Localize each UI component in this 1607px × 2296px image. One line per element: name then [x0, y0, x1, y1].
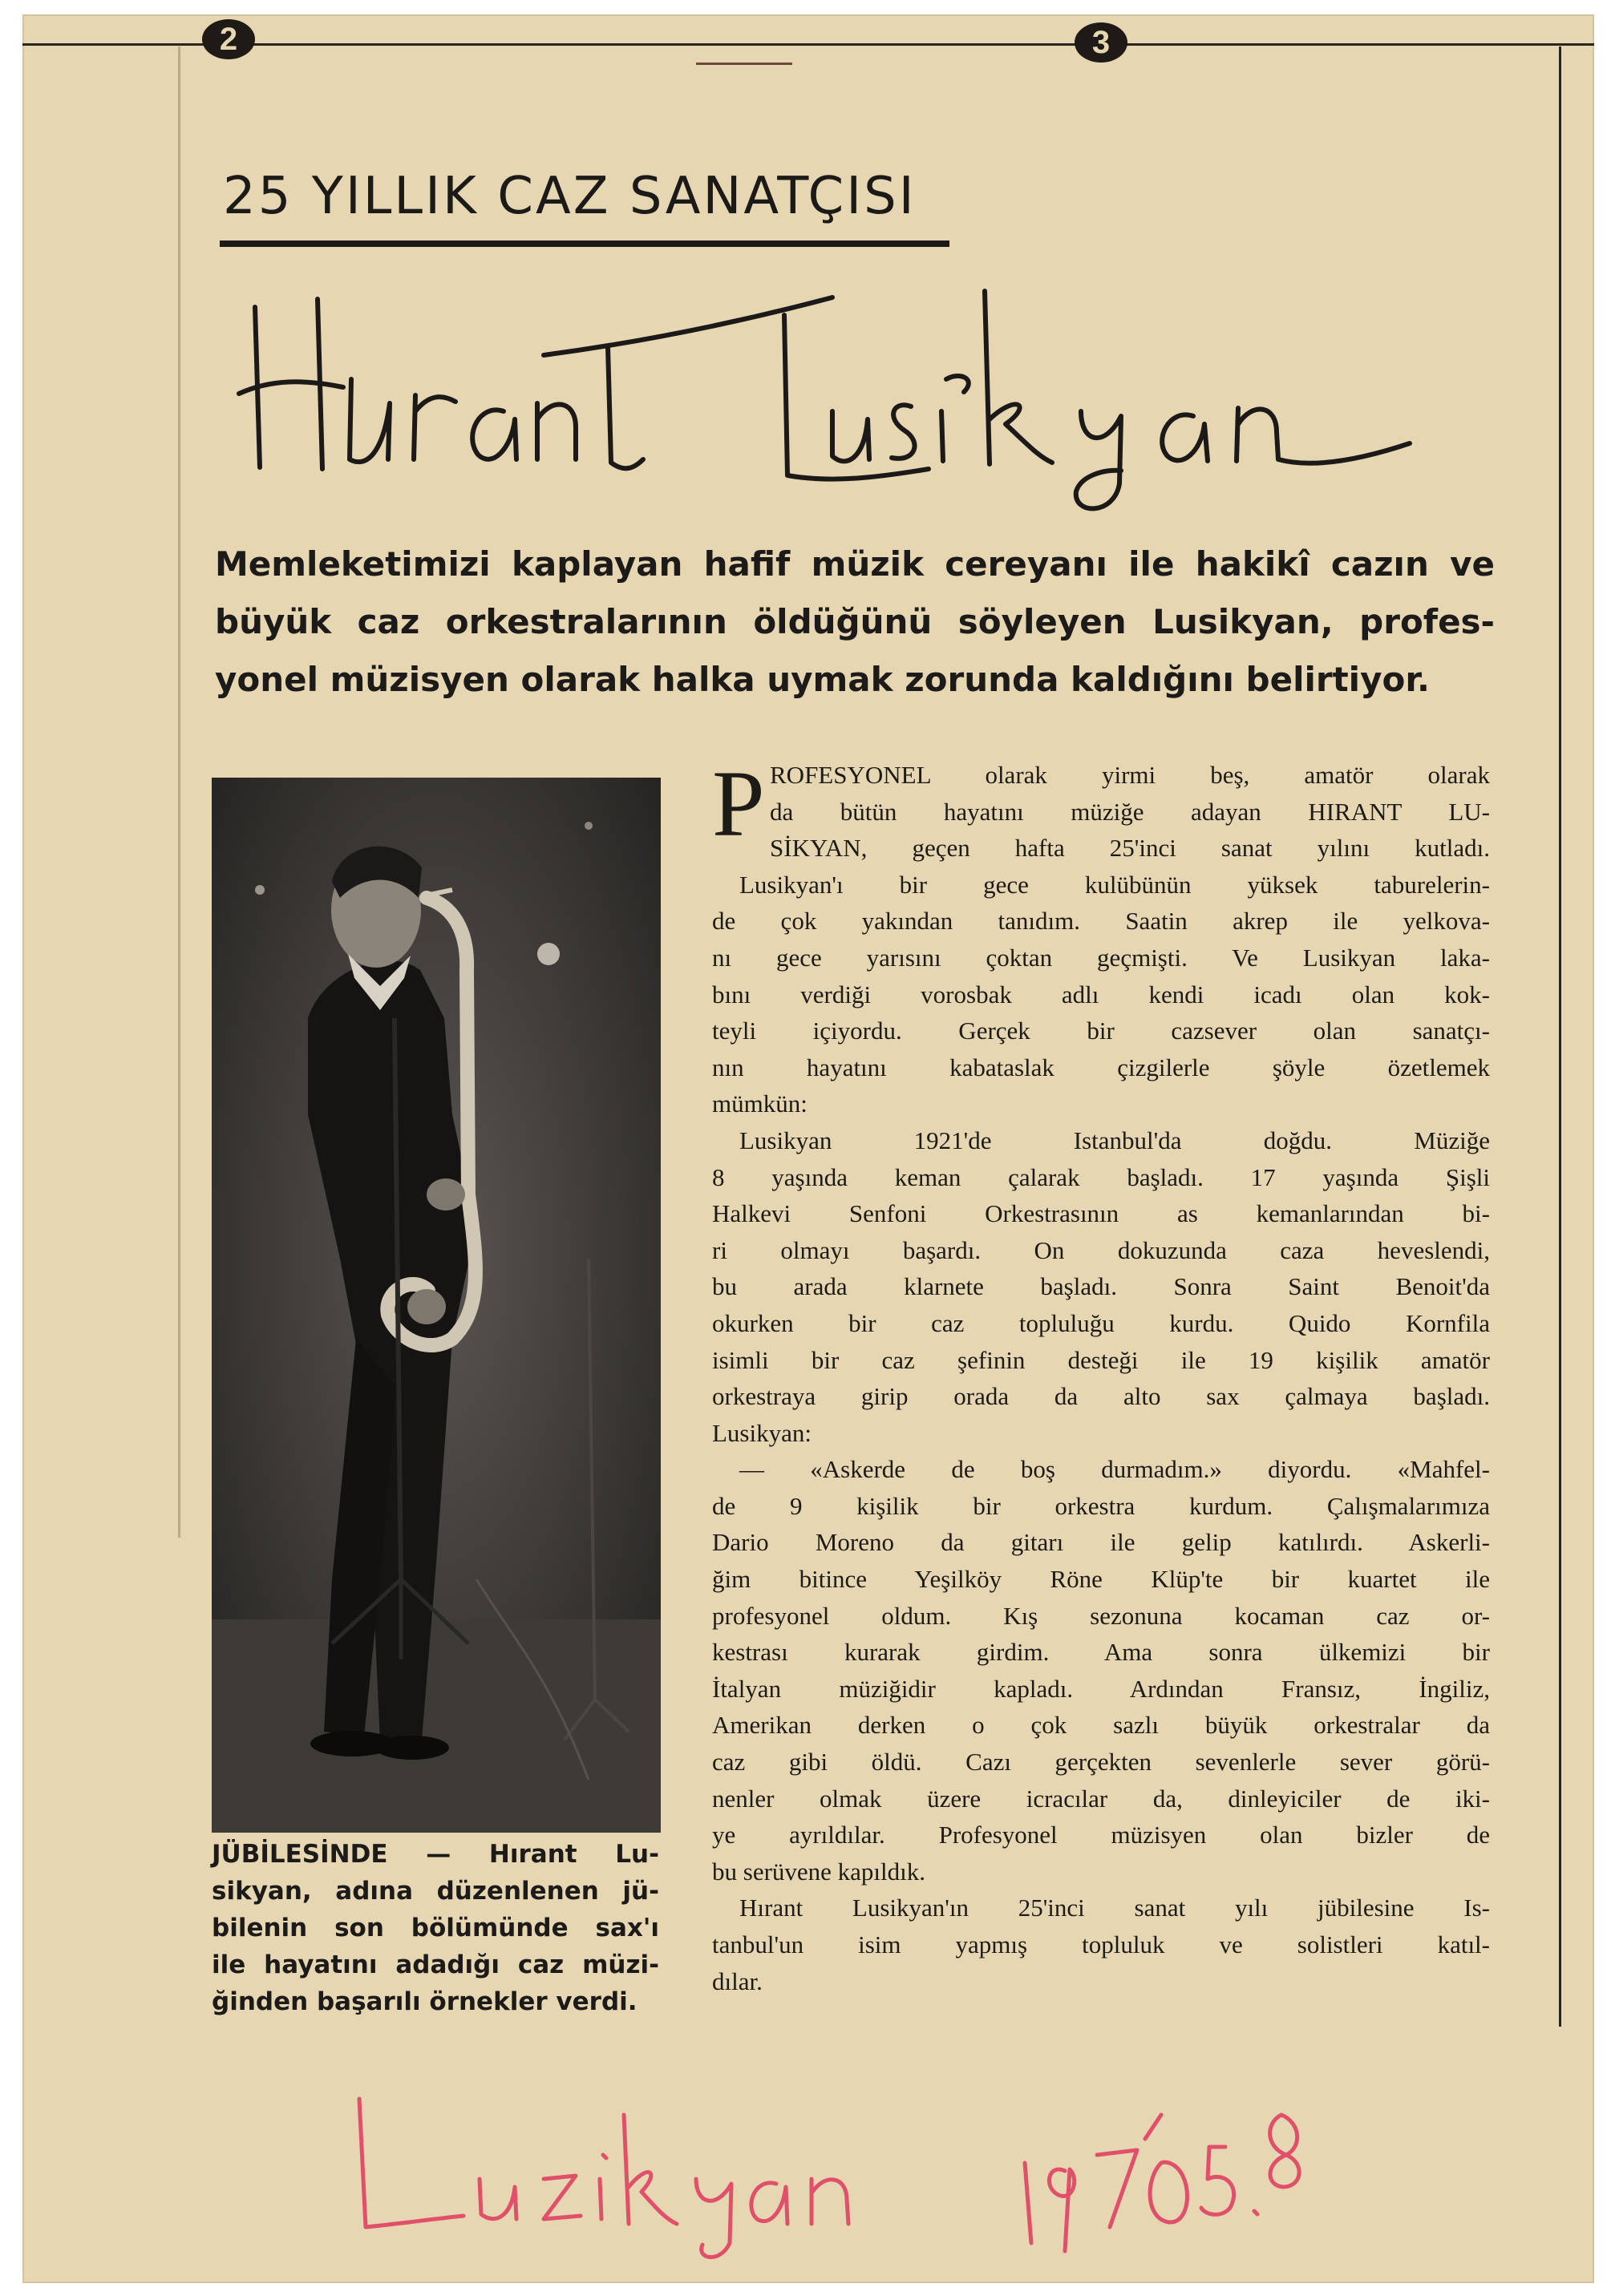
drop-cap: P [712, 751, 765, 856]
subhead-line: büyük caz orkestralarının öldüğünü söyleyen Lusikyan, profes- [215, 602, 1495, 641]
article-line: ye ayrıldılar. Profesyonel müzisyen olan bizler de [712, 1821, 1490, 1849]
article-line: de 9 kişilik bir orkestra kurdum. Çalışmalarımıza [712, 1491, 1490, 1520]
article-line: ğim bitince Yeşilköy Röne Klüp'te bir kuartet ile [712, 1565, 1490, 1594]
article-line: Hırant Lusikyan'ın 25'inci sanat yılı jübilesine Is- [739, 1894, 1490, 1922]
article-line: Halkevi Senfoni Orkestrasının as kemanlarından bi- [712, 1199, 1490, 1228]
article-line: Dario Moreno da gitarı ile gelip katılırdı. Askerli- [712, 1528, 1490, 1557]
newspaper-clipping [22, 14, 1594, 2283]
article-line: bu serüvene kapıldık. [712, 1857, 926, 1886]
subhead-line: Memleketimizi kaplayan hafif müzik cereyanı ile hakikî cazın ve [215, 544, 1495, 584]
saxophone-player-photo [212, 778, 661, 1833]
kicker-heading: 25 YILLIK CAZ SANATÇISI [223, 167, 917, 226]
article-line: Lusikyan'ı bir gece kulübünün yüksek taburelerin- [739, 870, 1490, 899]
article-line: Lusikyan: [712, 1418, 812, 1447]
subhead [215, 536, 1495, 709]
article-line: kestrası kurarak girdim. Ama sonra ülkemizi bir [712, 1638, 1490, 1667]
article-line: tanbul'un isim yapmış topluluk ve solistleri katıl- [712, 1930, 1490, 1958]
caption-line: ğinden başarılı örnekler verdi. [212, 1987, 638, 2016]
article-line: SİKYAN, geçen hafta 25'inci sanat yılını kutladı. [770, 834, 1490, 863]
article-line: teyli içiyordu. Gerçek bir cazsever olan sanatçı- [712, 1017, 1490, 1045]
article-line: dılar. [712, 1967, 763, 1995]
article-body [712, 751, 1490, 1999]
article-line: okurken bir caz topluluğu kurdu. Quido Kornfila [712, 1308, 1490, 1337]
article-line: — «Askerde de boş durmadım.» diyordu. «Mahfel- [739, 1455, 1490, 1484]
torn-mark [696, 63, 792, 65]
article-line: da bütün hayatını müziğe adayan HIRANT LU- [770, 797, 1490, 826]
caption-line: JÜBİLESİNDE — Hırant Lu- [212, 1840, 659, 1869]
caption-line: sikyan, adına düzenlenen jü- [212, 1877, 659, 1906]
article-line: ROFESYONEL olarak yirmi beş, amatör olarak [770, 761, 1490, 789]
photo-caption [212, 1836, 659, 2020]
article-line: bını verdiği vorosbak adlı kendi icadı olan kok- [712, 980, 1490, 1009]
article-line: caz gibi öldü. Cazı gerçekten sevenlerle sever görü- [712, 1748, 1490, 1777]
article-line: İtalyan müziğidir kapladı. Ardından Fransız, İngiliz, [712, 1674, 1490, 1703]
article-line: nın hayatını kabataslak çizgilerle şöyle özetlemek [712, 1053, 1490, 1081]
signature-title [223, 259, 1506, 515]
article-line: de çok yakından tanıdım. Saatin akrep ile yelkova- [712, 907, 1490, 936]
caption-line: bilenin son bölümünde sax'ı [212, 1914, 659, 1942]
subhead-line: yonel müzisyen olarak halka uymak zorunda kaldığını belirtiyor. [215, 660, 1430, 699]
article-line: isimli bir caz şefinin desteği ile 19 kişilik amatör [712, 1345, 1490, 1374]
article-line: Amerikan derken o çok sazlı büyük orkestralar da [712, 1711, 1490, 1740]
page-number-right: 3 [1075, 22, 1127, 63]
right-rule [1559, 46, 1561, 2027]
caption-line: ile hayatını adadığı caz müzi- [212, 1950, 659, 1979]
article-line: Lusikyan 1921'de Istanbul'da doğdu. Müziğe [739, 1126, 1490, 1154]
article-line: orkestraya girip orada da alto sax çalmaya başladı. [712, 1382, 1490, 1411]
left-margin-rule [178, 46, 180, 1538]
page-number-left: 2 [202, 19, 255, 59]
article-line: nenler olmak üzere icracılar da, dinleyiciler de iki- [712, 1784, 1490, 1813]
handwritten-annotation [343, 2067, 1386, 2267]
article-line: ri olmayı başardı. On dokuzunda caza heveslendi, [712, 1235, 1490, 1264]
article-line: mümkün: [712, 1089, 808, 1118]
top-rule [22, 43, 1594, 46]
article-line: 8 yaşında keman çalarak başladı. 17 yaşında Şişli [712, 1162, 1490, 1191]
article-line: nı gece yarısını çoktan geçmişti. Ve Lusikyan laka- [712, 943, 1490, 972]
article-line: bu arada klarnete başladı. Sonra Saint Benoit'da [712, 1272, 1490, 1301]
article-line: profesyonel oldum. Kış sezonuna kocaman caz or- [712, 1601, 1490, 1630]
kicker-underline [220, 241, 949, 247]
